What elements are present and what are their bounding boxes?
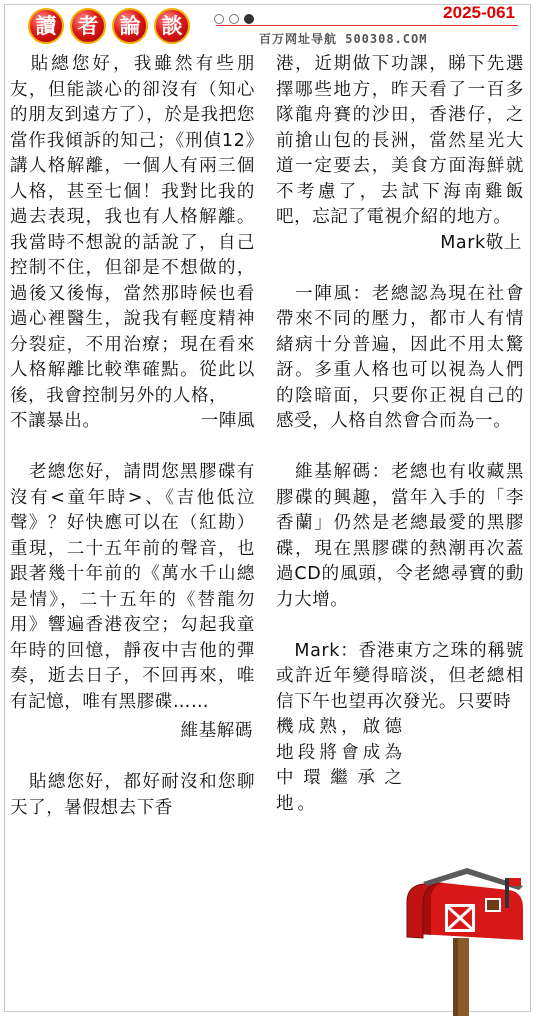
reply-2-body: 維基解碼：老總也有收藏黑膠碟的興趣，當年入手的「李香蘭」仍然是老總最愛的黑膠碟，現在黑膠碟的熱潮再次蓋過CD的風頭，令老總尋寶的動力大增。 [276,462,524,610]
header-divider [216,25,518,26]
circle-icon [229,14,239,24]
letter-1-signature: 一陣風 [200,411,255,431]
reply-1-body: 一陣風：老總認為現在社會帶來不同的壓力，都市人有情緒病十分普遍，因此不用太驚訝。多重人格也可以視為人們的陰暗面，只要你正視自己的感受，人格自然會合而為一。 [276,283,524,431]
filled-circle-icon [244,14,254,24]
title-char-4: 談 [154,8,190,44]
letter-1-last-line: 不讓暴出。 [10,411,101,431]
right-column [276,52,524,817]
letter-2-signature: 維基解碼 [180,721,253,741]
title-char-3: 論 [112,8,148,44]
reply-3-closing: 機成熟，啟德地段將會成為中環繼承之地。 [276,717,406,814]
letter-1-closing [10,409,255,435]
issue-number: 2025-061 [443,3,515,22]
title-char-1: 讀 [28,8,64,44]
left-column [10,52,255,821]
circle-icon [214,14,224,24]
title-char-2: 者 [70,8,106,44]
page-header [0,0,537,46]
letter-3-continued: 港，近期做下功課，睇下先選擇哪些地方，昨天看了一百多隊龍舟賽的沙田，香港仔，之前搶山包的長洲，當然星光大道一定要去，美食方面海鮮就不考慮了，去試下海南雞飯吧，忘記了電視介紹的地方。 [276,54,524,227]
reply-3-body: Mark：香港東方之珠的稱號或許近年變得暗淡，但老總相信下午也望再次發光。只要時 [276,640,524,712]
letter-2-body: 老總您好，請問您黑膠碟有沒有<童年時>、《吉他低泣聲》？好快應可以在（紅勘）重現，二十五年前的聲音，也跟著幾十年前的《萬水千山總是情》，二十五年的《替龍勿用》響遍香港夜空；勾起我童年時的回憶，靜夜中吉他的彈奏，逝去日子，不回再來，唯有記憶，唯有黑膠碟…… [10,462,255,712]
letter-3-signature: Mark敬上 [440,232,522,253]
red-mailbox-icon [405,868,527,1016]
site-watermark: 百万网址导航 500308.COM [259,32,428,46]
letter-3-body: 貼總您好，都好耐沒和您聊天了，暑假想去下香 [10,772,255,818]
letter-1-body: 貼總您好，我雖然有些朋友，但能談心的卻沒有（知心的朋友到遠方了），於是我把您當作我傾訴的知己；《刑偵12》講人格解離，一個人有兩三個人格，甚至七個！我對比我的過去表現，我也有人格解離。我當時不想說的話說了，自己控制不住，但卻是不想做的，過後又後悔，當然那時候也看過心裡醫生，說我有輕度精神分裂症，不用治療；現在看來人格解離比較準確點。從此以後，我會控制另外的人格， [10,54,255,406]
